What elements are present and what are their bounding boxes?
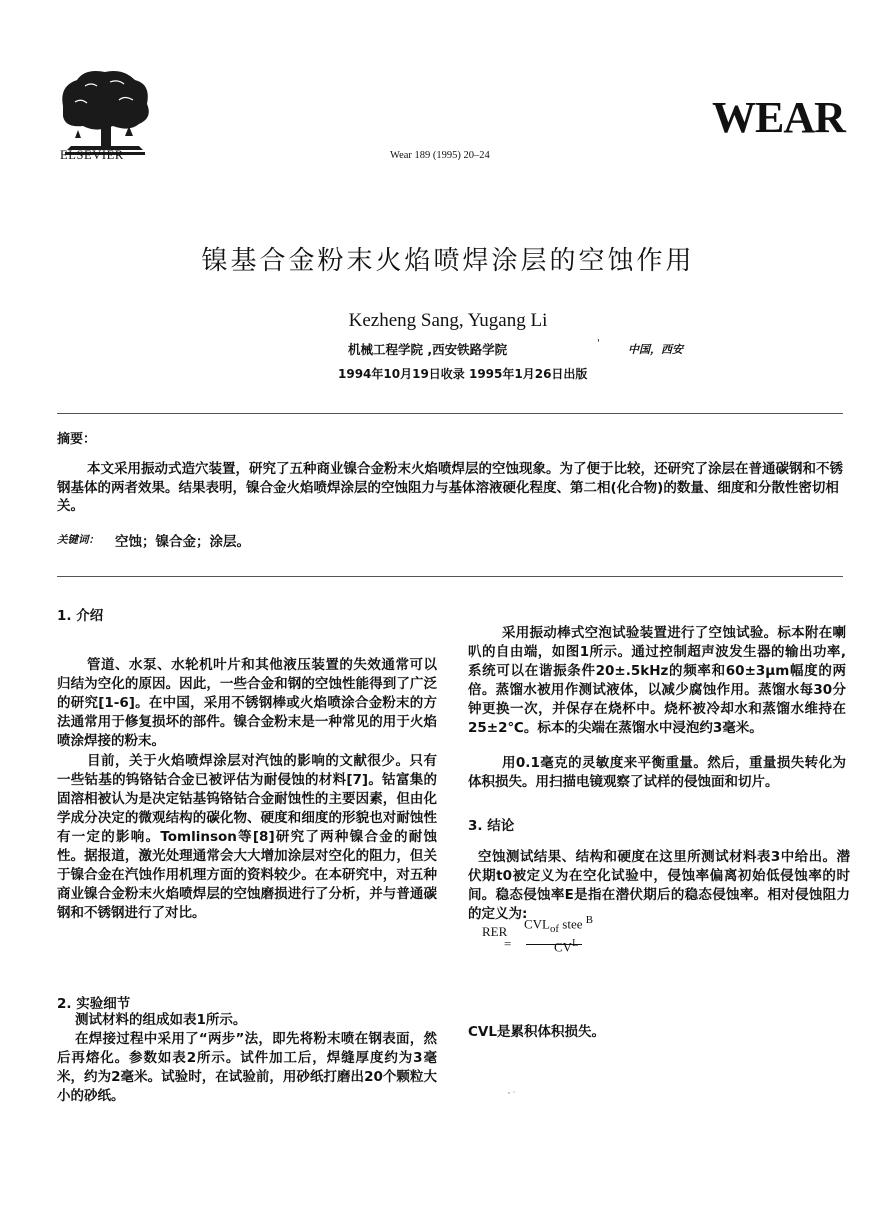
formula-numerator xyxy=(524,914,593,935)
scan-specks xyxy=(505,1088,525,1098)
formula-lhs: RER xyxy=(482,924,508,939)
formula-denominator xyxy=(554,938,578,955)
formula-den-sub: L xyxy=(572,938,579,949)
publisher-name: ELSEVIER xyxy=(60,148,124,162)
bottom-rule xyxy=(57,576,843,577)
conclusion-heading: 3. 结论 xyxy=(468,818,515,834)
experimental-paragraph-2: 在焊接过程中采用了“两步”法，即先将粉末喷在钢表面，然后再熔化。参数如表2所示。试件加工后，焊缝厚度约为3毫米，约为2毫米。试验时，在试验前，用砂纸打磨出20个颗粒大小的砂纸。 xyxy=(57,1031,437,1104)
abstract-heading: 摘要： xyxy=(57,432,97,447)
affiliation-mark: ' xyxy=(597,338,600,349)
formula-num-sub: of xyxy=(550,922,560,935)
received-dates: 1994年10月19日收录 1995年1月26日出版 xyxy=(338,367,588,381)
method-paragraph-2: 用0.1毫克的灵敏度来平衡重量。然后，重量损失转化为体积损失。用扫描电镜观察了试样的侵蚀面和切片。 xyxy=(468,755,846,790)
abstract-body: 本文采用振动式造穴装置，研究了五种商业镍合金粉末火焰喷焊层的空蚀现象。为了便于比较，还研究了涂层在普通碳钢和不锈钢基体的两者效果。结果表明，镍合金火焰喷焊涂层的空蚀阻力与基体溶液硬化程度、第二相(化合物)的数量、细度和分散性密切相关。 xyxy=(57,461,843,514)
affiliation: 机械工程学院 ,西安铁路学院 xyxy=(348,342,508,357)
cvl-note: CVL是累积体积损失。 xyxy=(468,1024,605,1040)
formula-num-a: CVL xyxy=(524,916,550,932)
formula-num-c: B xyxy=(585,914,593,926)
conclusion-paragraph-1: 空蚀测试结果、结构和硬度在这里所测试材料表3中给出。潜伏期t0被定义为在空化试验中，侵蚀率偏离初始低侵蚀率的时间。稳态侵蚀率E是指在潜伏期后的稳态侵蚀率。相对侵蚀阻力的定义为: xyxy=(468,849,850,922)
rer-formula xyxy=(482,914,682,964)
keywords-label: 关键词： xyxy=(57,534,99,546)
intro-paragraph-1: 管道、水泵、水轮机叶片和其他液压装置的失效通常可以归结为空化的原因。因此，一些合金和钢的空蚀性能得到了广泛的研究[1-6]。在中国，采用不锈钢棒或火焰喷涂合金粉末的方法通常用于修复损坏的部件。镍合金粉末是一种常见的用于火焰喷涂焊接的粉末。 xyxy=(57,657,437,749)
intro-paragraph-2: 目前，关于火焰喷焊涂层对汽蚀的影响的文献很少。只有一些钴基的钨铬钴合金已被评估为耐侵蚀的材料[7]。钴富集的固溶相被认为是决定钴基钨铬钴合金耐蚀性的主要因素，但由化学成分决定的微观结构的碳化物、硬度和细度的形貌也对耐蚀性有一定的影响。Tomlinson等[8]研究了两种镍合金的耐蚀性。据报道，激光处理通常会大大增加涂层对空化的阻力，但关于镍合金在汽蚀作用机理方面的资料较少。在本研究中，对五种商业镍合金粉末火焰喷焊层的空蚀磨损进行了分析，并与普通碳钢和不锈钢进行了对比。 xyxy=(57,753,437,921)
intro-heading: 1. 介绍 xyxy=(57,608,104,624)
formula-num-b: stee xyxy=(562,916,583,932)
journal-reference: Wear 189 (1995) 20–24 xyxy=(390,150,490,161)
experimental-paragraph-1: 测试材料的组成如表1所示。 xyxy=(75,1012,247,1028)
affiliation-location: 中国，西安 xyxy=(628,343,683,356)
method-paragraph-1: 采用振动棒式空泡试验装置进行了空蚀试验。标本附在喇叭的自由端，如图1所示。通过控制超声波发生器的输出功率,系统可以在谐振条件20±.5kHz的频率和60±3μm幅度的两倍。蒸馏水被用作测试液体，以减少腐蚀作用。蒸馏水每30分钟更换一次，并保存在烧杯中。烧杯被冷却水和蒸馏水维持在25±2℃。标本的尖端在蒸馏水中浸泡约3毫米。 xyxy=(468,625,846,736)
paper-title: 镍基合金粉末火焰喷焊涂层的空蚀作用 xyxy=(201,246,695,276)
experimental-heading: 2. 实验细节 xyxy=(57,996,131,1012)
journal-name: WEAR xyxy=(712,93,845,142)
keywords-text: 空蚀；镍合金；涂层。 xyxy=(115,534,250,550)
formula-den: CV xyxy=(554,939,573,955)
formula-equals: = xyxy=(504,936,512,951)
authors: Kezheng Sang, Yugang Li xyxy=(348,310,548,331)
top-rule xyxy=(57,413,843,414)
